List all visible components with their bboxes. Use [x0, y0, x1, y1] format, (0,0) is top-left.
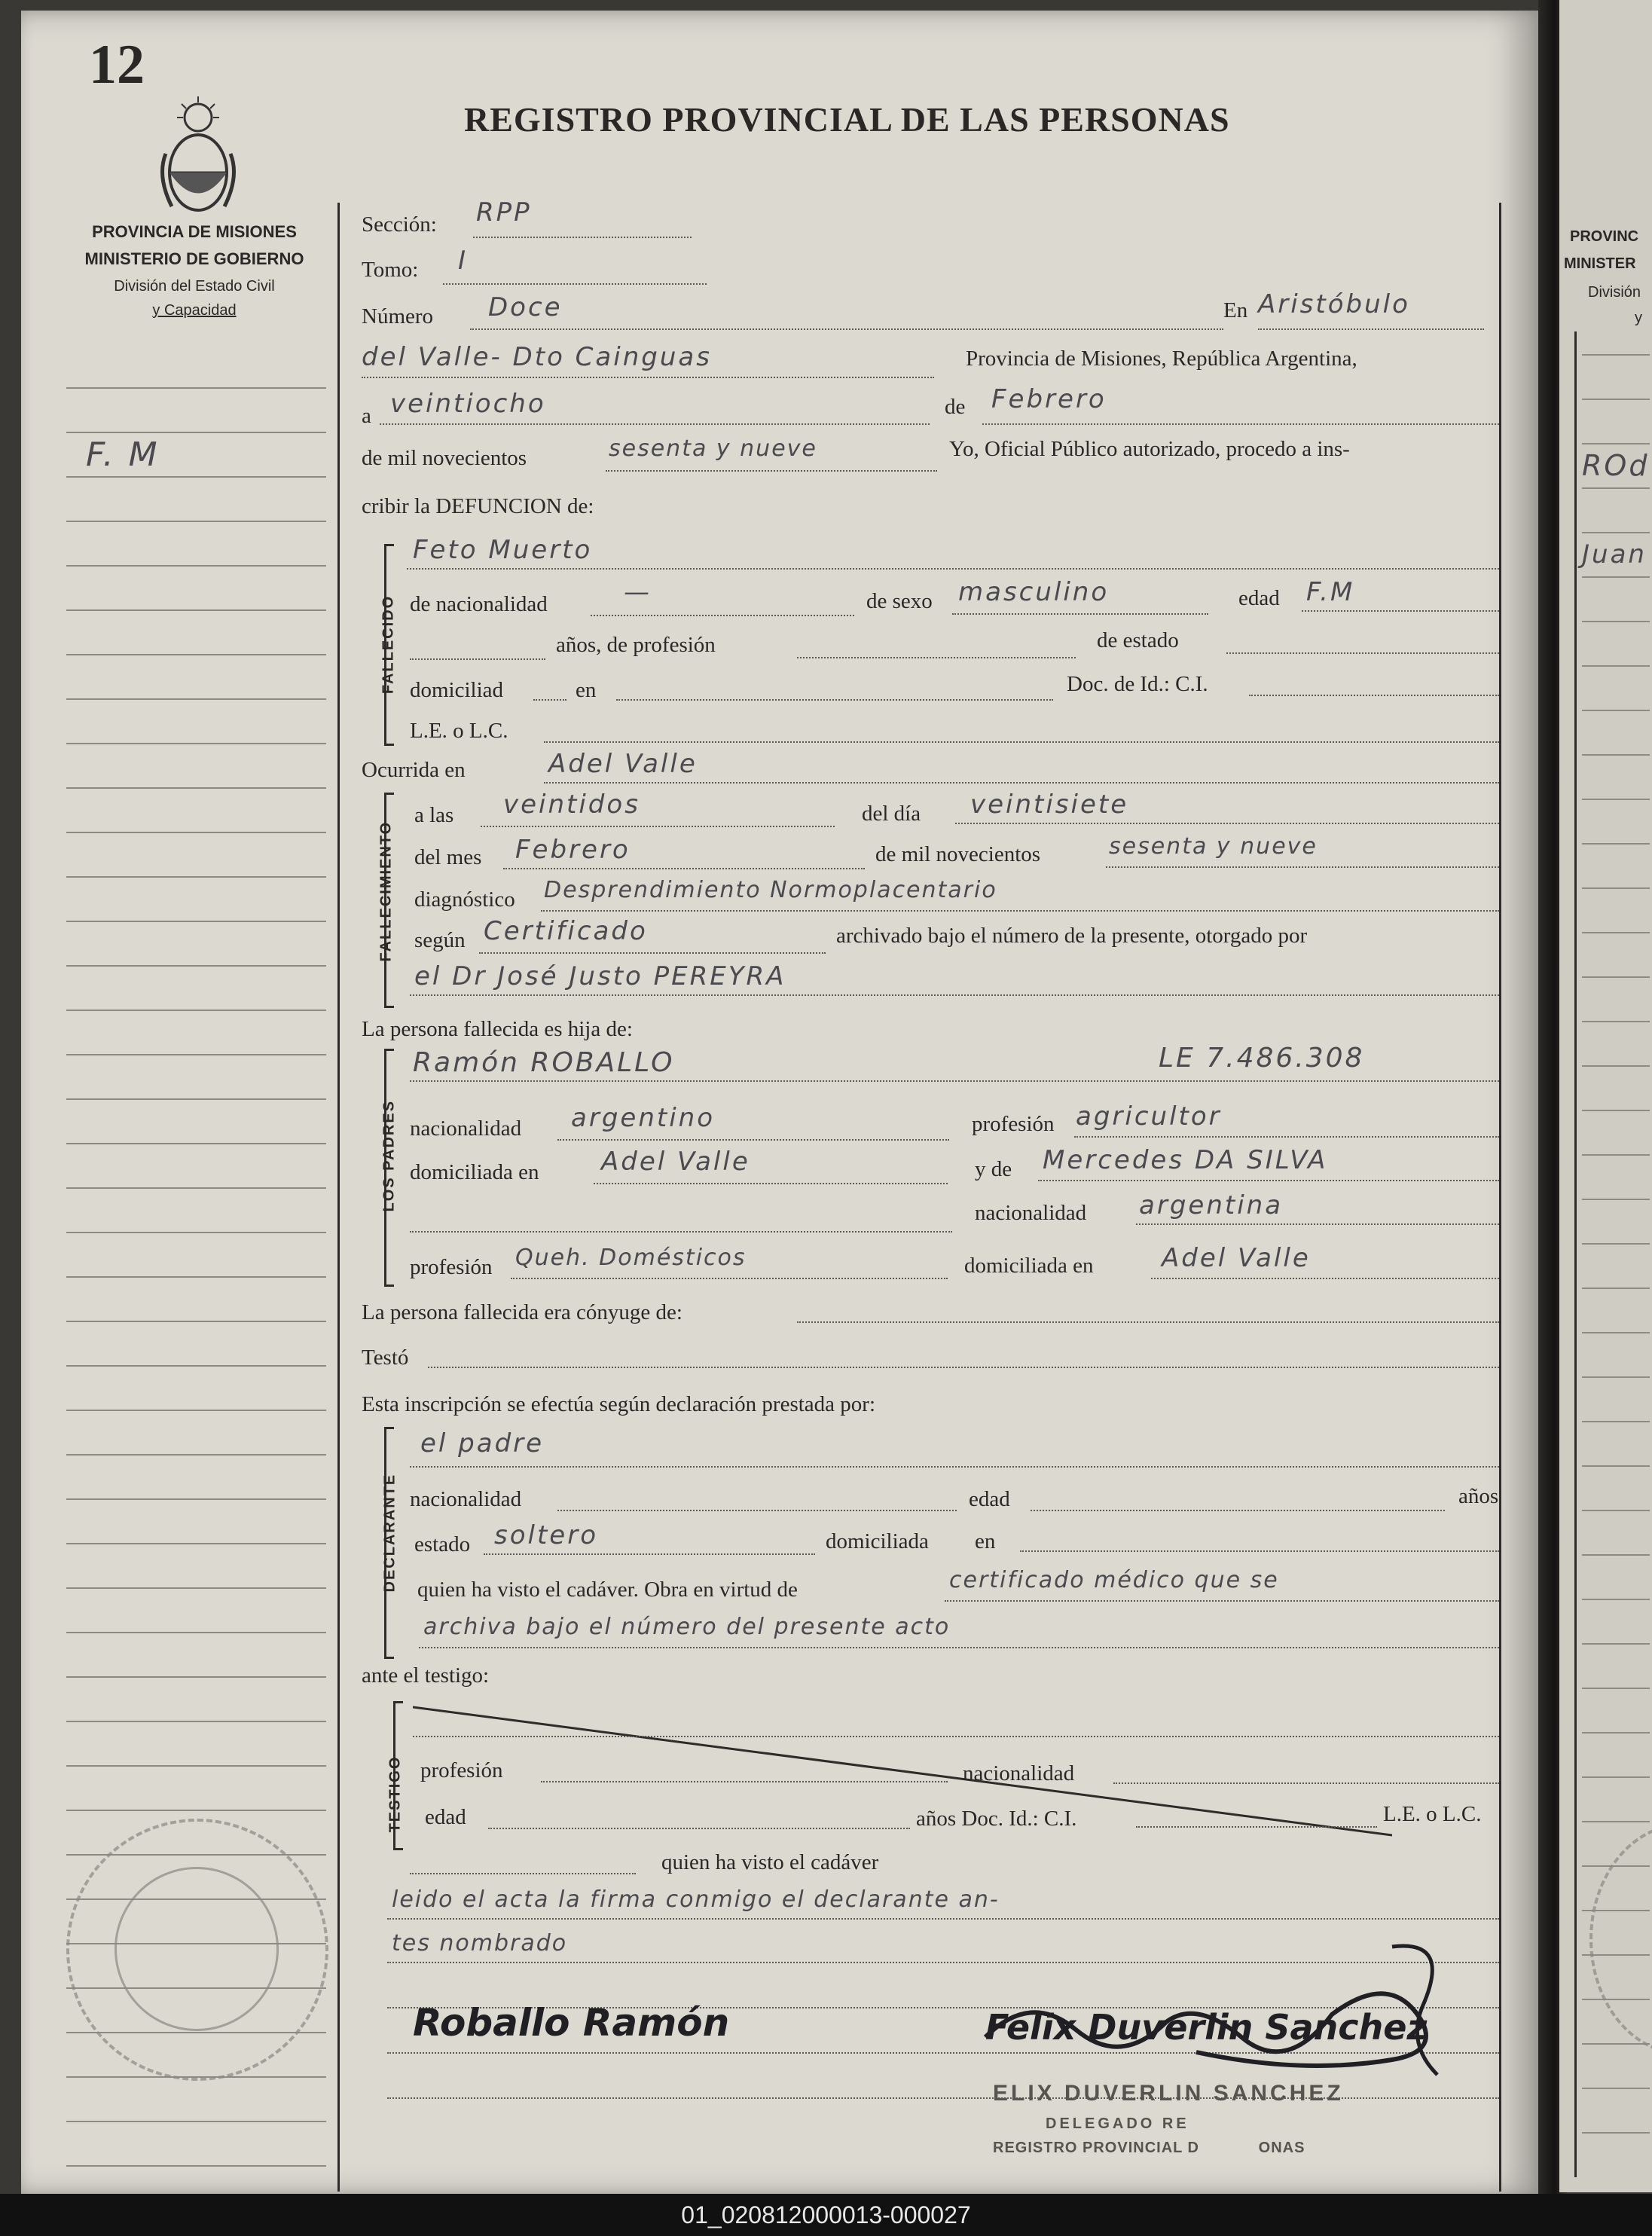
margin-ruled-line [66, 743, 326, 744]
next-page-ruled-line [1582, 754, 1650, 756]
value-madre-prof: Queh. Domésticos [515, 1245, 747, 1271]
next-page-ruled-line [1582, 2132, 1650, 2134]
label-quien-visto: quien ha visto el cadáver. Obra en virtud de [417, 1578, 798, 1602]
next-page-ruled-line [1582, 1065, 1650, 1067]
next-page-ruled-line [1582, 399, 1650, 400]
label-domiciliada-padre: domiciliada en [410, 1160, 539, 1184]
next-page-ruled-line [1582, 1821, 1650, 1822]
value-diagnostico: Desprendimiento Normoplacentario [544, 877, 997, 903]
label-testo: Testó [362, 1346, 409, 1370]
next-line-1: PROVINC [1570, 228, 1639, 245]
margin-ruled-line [66, 1632, 326, 1633]
side-label-declarante: DECLARANTE [381, 1473, 398, 1593]
issuer-line-3: División del Estado Civil [114, 278, 275, 295]
next-page-ruled-line [1582, 1465, 1650, 1467]
label-tomo: Tomo: [362, 258, 419, 282]
value-decl-estado: soltero [494, 1520, 598, 1550]
side-label-padres: LOS PADRES [380, 1099, 398, 1212]
issuer-block [74, 218, 315, 273]
next-page-ruled-line [1582, 2088, 1650, 2089]
label-profesion-padre: profesión [972, 1112, 1055, 1136]
value-tomo: I [458, 246, 469, 276]
label-conyuge: La persona fallecida era cónyuge de: [362, 1300, 682, 1324]
margin-ruled-line [66, 1143, 326, 1144]
value-padre-dom: Adel Valle [601, 1147, 750, 1177]
label-t-le-lc: L.E. o L.C. [1383, 1802, 1482, 1826]
label-inscripcion: Esta inscripción se efectúa según declaración prestada por: [362, 1392, 876, 1416]
next-page-ruled-line [1582, 710, 1650, 711]
label-segun: según [414, 928, 466, 952]
margin-ruled-line [66, 1721, 326, 1722]
label-de-mil-2: de mil novecientos [875, 842, 1041, 866]
value-madre-dom: Adel Valle [1162, 1243, 1311, 1273]
value-cierre-1: leido el acta la firma conmigo el declarante an- [392, 1886, 1000, 1913]
issuer-line-2: MINISTERIO DE GOBIERNO [84, 249, 304, 268]
label-archivado: archivado bajo el número de la presente, otorgado por [836, 924, 1308, 948]
margin-ruled-line [66, 921, 326, 922]
side-label-fallecimiento: FALLECIMIENTO [377, 820, 395, 962]
label-decl-anos: años [1458, 1484, 1499, 1508]
margin-ruled-line [66, 521, 326, 522]
next-page-ruled-line [1582, 1288, 1650, 1289]
value-padre: Ramón ROBALLO [413, 1047, 675, 1078]
margin-ruled-line [66, 654, 326, 655]
value-segun: Certificado [484, 916, 648, 946]
margin-ruled-line [66, 1098, 326, 1100]
next-hw-2: Juan [1582, 539, 1647, 570]
label-de-estado: de estado [1097, 628, 1179, 652]
next-line-2: MINISTER [1564, 255, 1636, 272]
next-page-ruled-line [1582, 1643, 1650, 1645]
value-padre-doc: LE 7.486.308 [1159, 1043, 1365, 1074]
margin-rule-left [337, 203, 340, 2192]
page-title: REGISTRO PROVINCIAL DE LAS PERSONAS [464, 100, 1230, 139]
label-t-edad: edad [425, 1805, 466, 1829]
next-page-ruled-line [1582, 1021, 1650, 1022]
next-page-ruled-line [1582, 487, 1650, 489]
value-hora: veintidos [503, 790, 640, 820]
value-mes: Febrero [991, 384, 1107, 414]
next-page-ruled-line [1582, 976, 1650, 978]
next-page-ruled-line [1582, 1243, 1650, 1245]
label-decl-edad: edad [969, 1487, 1010, 1511]
label-cribir: cribir la DEFUNCION de: [362, 494, 594, 518]
next-page-ruled-line [1582, 1110, 1650, 1111]
next-page-ruled-line [1582, 532, 1650, 533]
next-page-ruled-line [1582, 443, 1650, 444]
label-yo-oficial: Yo, Oficial Público autorizado, procedo a ins- [949, 437, 1350, 461]
issuer-line-4: y Capacidad [152, 302, 237, 319]
label-decl-nacionalidad: nacionalidad [410, 1487, 522, 1511]
stamp-line-3: REGISTRO PROVINCIAL D ONAS [993, 2140, 1305, 2156]
value-edad: F.M [1306, 577, 1355, 607]
margin-ruled-line [66, 1321, 326, 1322]
next-page-ruled-line [1582, 665, 1650, 667]
value-sexo: masculino [958, 577, 1110, 607]
margin-ruled-line [66, 1010, 326, 1011]
label-domiciliada-madre: domiciliada en [964, 1254, 1094, 1278]
next-page [1559, 0, 1652, 2192]
margin-ruled-line [66, 1810, 326, 1811]
margin-ruled-line [66, 965, 326, 967]
stamp-line-1: ELIX DUVERLIN SANCHEZ [993, 2081, 1344, 2106]
label-y-de: y de [975, 1157, 1012, 1181]
label-del-mes: del mes [414, 845, 482, 869]
value-lugar: del Valle- Dto Cainguas [362, 342, 712, 372]
label-t-anos-doc: años Doc. Id.: C.I. [916, 1807, 1077, 1831]
value-numero: Doce [488, 292, 563, 322]
next-page-ruled-line [1582, 354, 1650, 356]
value-nombre: Feto Muerto [413, 535, 593, 565]
next-line-4: y [1635, 310, 1642, 326]
margin-ruled-line [66, 876, 326, 878]
strike-line [413, 1706, 1392, 1841]
margin-ruled-line [66, 432, 326, 433]
next-page-ruled-line [1582, 1510, 1650, 1511]
label-hija-de: La persona fallecida es hija de: [362, 1017, 633, 1041]
label-decl-estado: estado [414, 1532, 471, 1556]
margin-ruled-line [66, 1232, 326, 1233]
value-anio: sesenta y nueve [609, 435, 817, 462]
label-a: a [362, 404, 371, 428]
label-de-mil: de mil novecientos [362, 446, 527, 470]
margin-ruled-line [66, 387, 326, 389]
margin-ruled-line [66, 1276, 326, 1278]
margin-ruled-line [66, 787, 326, 789]
next-page-ruled-line [1582, 1154, 1650, 1156]
margin-ruled-line [66, 476, 326, 478]
next-page-ruled-line [1582, 799, 1650, 800]
margin-ruled-line [66, 1765, 326, 1767]
margin-ruled-line [66, 1410, 326, 1411]
margin-rule-right [1499, 203, 1501, 2192]
label-provincia: Provincia de Misiones, República Argentina, [966, 347, 1357, 371]
margin-note: F. M [86, 435, 160, 474]
label-le-lc: L.E. o L.C. [410, 719, 508, 743]
value-declarante: el padre [420, 1428, 545, 1459]
label-edad: edad [1238, 586, 1280, 610]
value-ocurrida-en: Adel Valle [548, 749, 698, 779]
margin-ruled-line [66, 1365, 326, 1367]
next-page-ruled-line [1582, 1332, 1650, 1333]
margin-ruled-line [66, 1054, 326, 1055]
value-madre: Mercedes DA SILVA [1043, 1145, 1328, 1175]
label-t-profesion: profesión [420, 1758, 503, 1782]
label-anos-profesion: años, de profesión [556, 633, 716, 657]
margin-ruled-line [66, 2121, 326, 2122]
label-profesion-madre: profesión [410, 1255, 493, 1279]
margin-ruled-line [66, 609, 326, 611]
value-cierre-2: tes nombrado [392, 1930, 568, 1956]
next-page-ruled-line [1582, 1376, 1650, 1378]
value-obra-2: archiva bajo el número del presente acto [423, 1614, 951, 1640]
next-hw-1: ROd [1582, 449, 1650, 482]
value-medico: el Dr José Justo PEREYRA [414, 961, 786, 991]
next-page-ruled-line [1582, 1421, 1650, 1422]
label-en: En [1223, 298, 1248, 322]
label-decl-domiciliada: domiciliada [826, 1529, 929, 1553]
next-page-ruled-line [1582, 1554, 1650, 1556]
label-t-nacionalidad: nacionalidad [963, 1761, 1075, 1785]
label-de-nacionalidad: de nacionalidad [410, 592, 548, 616]
value-en: Aristóbulo [1258, 289, 1410, 319]
margin-ruled-line [66, 565, 326, 567]
next-page-ruled-line [1582, 843, 1650, 845]
signature-right: Felix Duverlin Sanchez [985, 2007, 1428, 2048]
label-del-dia: del día [862, 802, 921, 826]
label-domiciliad: domiciliad [410, 678, 504, 702]
label-en-dom: en [576, 678, 597, 702]
value-nacionalidad: — [624, 577, 652, 607]
label-nacionalidad-padre: nacionalidad [410, 1116, 522, 1141]
label-seccion: Sección: [362, 212, 437, 237]
side-label-fallecido: FALLECIDO [380, 594, 397, 695]
label-ocurrida: Ocurrida en [362, 758, 466, 782]
value-dia-fall: veintisiete [970, 790, 1129, 820]
next-page-ruled-line [1582, 1732, 1650, 1734]
issuer-line-1: PROVINCIA DE MISIONES [92, 222, 297, 241]
label-numero: Número [362, 304, 434, 328]
next-page-ruled-line [1582, 887, 1650, 889]
margin-ruled-line [66, 698, 326, 700]
label-ante-testigo: ante el testigo: [362, 1663, 490, 1688]
next-page-ruled-line [1582, 1199, 1650, 1200]
value-padre-nac: argentino [571, 1103, 715, 1133]
margin-ruled-line [66, 1454, 326, 1456]
side-label-testigo: TESTIGO [386, 1755, 404, 1833]
label-decl-en: en [975, 1529, 996, 1553]
next-page-ruled-line [1582, 621, 1650, 622]
label-diagnostico: diagnóstico [414, 887, 515, 912]
next-page-ruled-line [1582, 932, 1650, 933]
value-mes-fall: Febrero [515, 835, 631, 865]
value-seccion: RPP [476, 197, 532, 228]
page-number: 12 [89, 34, 145, 96]
value-dia: veintiocho [390, 389, 546, 419]
coat-of-arms-icon [157, 93, 240, 221]
signature-left: Roballo Ramón [413, 2001, 730, 2045]
stamp-line-2: DELEGADO RE [1046, 2115, 1189, 2132]
value-madre-nac: argentina [1139, 1190, 1284, 1220]
value-obra: certificado médico que se [949, 1567, 1279, 1593]
margin-ruled-line [66, 1676, 326, 1678]
label-doc-id: Doc. de Id.: C.I. [1067, 672, 1208, 696]
label-nacionalidad-madre: nacionalidad [975, 1201, 1087, 1225]
value-anio-fall: sesenta y nueve [1109, 833, 1318, 860]
margin-ruled-line [66, 1543, 326, 1544]
label-t-quien: quien ha visto el cadáver [661, 1850, 879, 1874]
issuer-sub-block [74, 274, 315, 322]
margin-ruled-line [66, 1587, 326, 1589]
label-a-las: a las [414, 803, 454, 827]
next-page-ruled-line [1582, 1776, 1650, 1778]
image-caption: 01_020812000013-000027 [0, 2194, 1652, 2236]
margin-ruled-line [66, 1498, 326, 1500]
next-line-3: División [1588, 284, 1641, 301]
margin-ruled-line [66, 2165, 326, 2167]
next-page-ruled-line [1582, 576, 1650, 578]
next-page-ruled-line [1582, 1599, 1650, 1600]
label-de-sexo: de sexo [866, 589, 933, 613]
label-de: de [945, 395, 966, 419]
value-padre-prof: agricultor [1076, 1101, 1222, 1132]
margin-ruled-line [66, 1187, 326, 1189]
next-page-ruled-line [1582, 2043, 1650, 2045]
seal-stamp [66, 1819, 328, 2081]
next-page-ruled-line [1582, 1688, 1650, 1689]
register-page [21, 11, 1538, 2195]
margin-ruled-line [66, 832, 326, 833]
